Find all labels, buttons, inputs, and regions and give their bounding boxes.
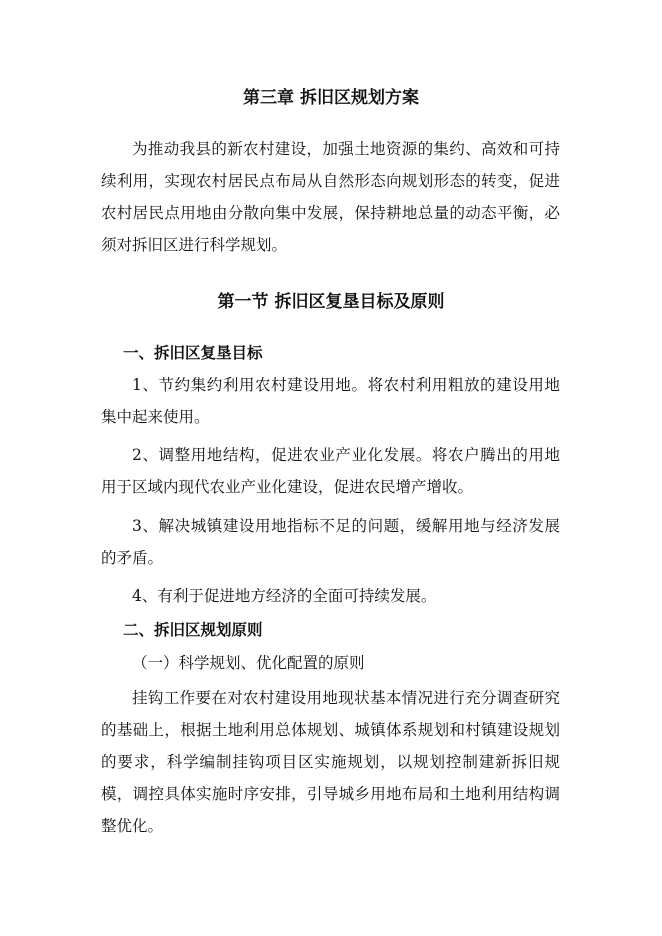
goal-item-1: 1、节约集约利用农村建设用地。将农村利用粗放的建设用地集中起来使用。	[101, 376, 560, 426]
goal-item-4: 4、有利于促进地方经济的全面可持续发展。	[132, 587, 437, 605]
heading-goals: 一、拆旧区复垦目标	[123, 343, 263, 362]
section-title: 第一节 拆旧区复垦目标及原则	[217, 292, 445, 312]
goal-item-2: 2、调整用地结构，促进农业产业化发展。将农户腾出的用地用于区域内现代农业产业化建设，促进农民增产增收。	[101, 446, 560, 496]
intro-paragraph: 为推动我县的新农村建设，加强土地资源的集约、高效和可持续利用，实现农村居民点布局从自然形态向规划形态的转变，促进农村居民点用地由分散向集中发展，保持耕地总量的动态平衡，必须对拆旧区进行科学规划。	[101, 140, 560, 254]
heading-principles: 二、拆旧区规划原则	[123, 620, 263, 639]
goal-item-3: 3、解决城镇建设用地指标不足的问题，缓解用地与经济发展的矛盾。	[101, 517, 560, 567]
principle-1-text: 挂钩工作要在对农村建设用地现状基本情况进行充分调查研究的基础上，根据土地利用总体规划、城镇体系规划和村镇建设规划的要求，科学编制挂钩项目区实施规划，以规划控制建新拆旧规模，调控具体实施时序安排，引导城乡用地布局和土地利用结构调整优化。	[101, 689, 560, 835]
principle-1-title: （一）科学规划、优化配置的原则	[132, 654, 365, 672]
chapter-title: 第三章 拆旧区规划方案	[243, 88, 419, 108]
